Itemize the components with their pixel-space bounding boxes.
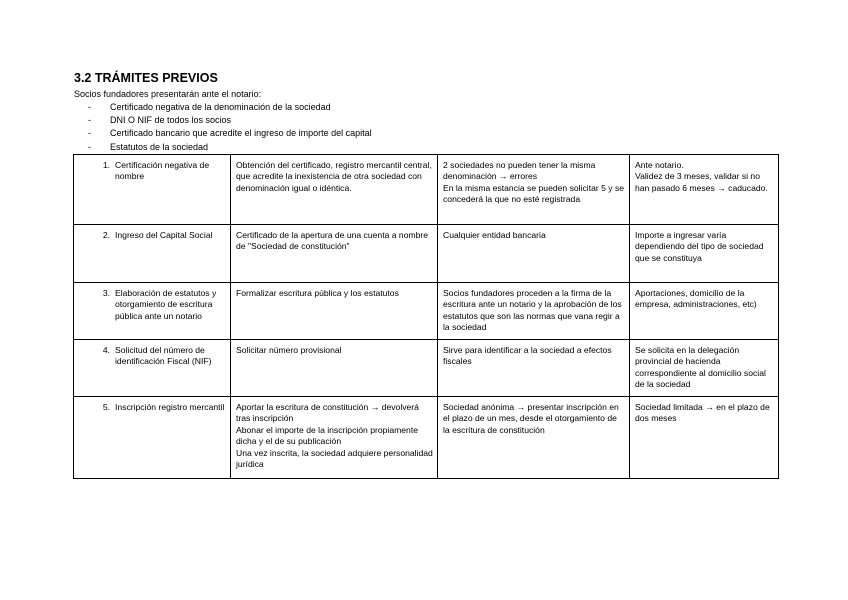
procedures-table [73,154,779,479]
step-notes: Socios fundadores proceden a la firma de la escritura ante un notario y la aprobación de los estatutos que son las normas que vana regir a la sociedad [438,283,630,340]
table-row [74,155,779,225]
step-number: 4. [102,345,110,355]
step-extra: Aportaciones, domicilio de la empresa, administraciones, etc) [630,283,779,340]
list-item: - DNI O NIF de todos los socios [88,114,372,127]
list-item: - Estatutos de la sociedad [88,141,372,154]
step-notes: Sirve para identificar a la sociedad a efectos fiscales [438,340,630,397]
step-notes: Cualquier entidad bancaria [438,225,630,283]
step-description: Obtención del certificado, registro mercantil central, que acredite la inexistencia de otra sociedad con denominación igual o idéntica. [231,155,438,225]
step-number: 1. [102,160,110,170]
step-name: Solicitud del número de identificación Fiscal (NIF) [115,345,212,367]
step-number: 2. [102,230,110,240]
step-extra: Se solicita en la delegación provincial de hacienda correspondiente al domicilio social de la sociedad [630,340,779,397]
step-notes: 2 sociedades no pueden tener la misma denominación → errores En la misma estancia se pueden solicitar 5 y se concederá la que no esté registrada [438,155,630,225]
list-dash: - [88,141,91,152]
step-cell [74,225,231,283]
step-name: Inscripción registro mercantil [115,402,225,412]
table-row [74,340,779,397]
step-extra: Sociedad limitada → en el plazo de dos meses [630,397,779,479]
step-extra: Ante notario. Validez de 3 meses, validar si no han pasado 6 meses → caducado. [630,155,779,225]
table-row [74,397,779,479]
step-notes: Sociedad anónima → presentar inscripción en el plazo de un mes, desde el otorgamiento de la escritura de constitución [438,397,630,479]
step-number: 3. [102,288,110,298]
list-item: - Certificado negativa de la denominación de la sociedad [88,101,372,114]
table-row [74,225,779,283]
step-description: Formalizar escritura pública y los estatutos [231,283,438,340]
list-item: - Certificado bancario que acredite el ingreso de importe del capital [88,127,372,140]
requirements-list [88,101,372,154]
step-name: Certificación negativa de nombre [115,160,210,182]
step-number: 5. [102,402,110,412]
step-cell [74,397,231,479]
step-extra: Importe a ingresar varía dependiendo del tipo de sociedad que se constituya [630,225,779,283]
step-cell [74,283,231,340]
step-cell [74,155,231,225]
step-name: Elaboración de estatutos y otorgamiento de escritura pública ante un notario [115,288,217,321]
list-dash: - [88,115,91,126]
step-name: Ingreso del Capital Social [115,230,213,240]
step-description: Aportar la escritura de constitución → devolverá tras inscripción Abonar el importe de la inscripción propiamente dicha y el de su publicación Una vez inscrita, la sociedad adquiere personalidad jurídica [231,397,438,479]
step-description: Certificado de la apertura de una cuenta a nombre de "Sociedad de constitución" [231,225,438,283]
intro-text: Socios fundadores presentarán ante el notario: [74,89,262,99]
section-title: 3.2 TRÁMITES PREVIOS [74,71,218,85]
step-description: Solicitar número provisional [231,340,438,397]
list-dash: - [88,128,91,139]
step-cell [74,340,231,397]
list-dash: - [88,102,91,112]
table-row [74,283,779,340]
